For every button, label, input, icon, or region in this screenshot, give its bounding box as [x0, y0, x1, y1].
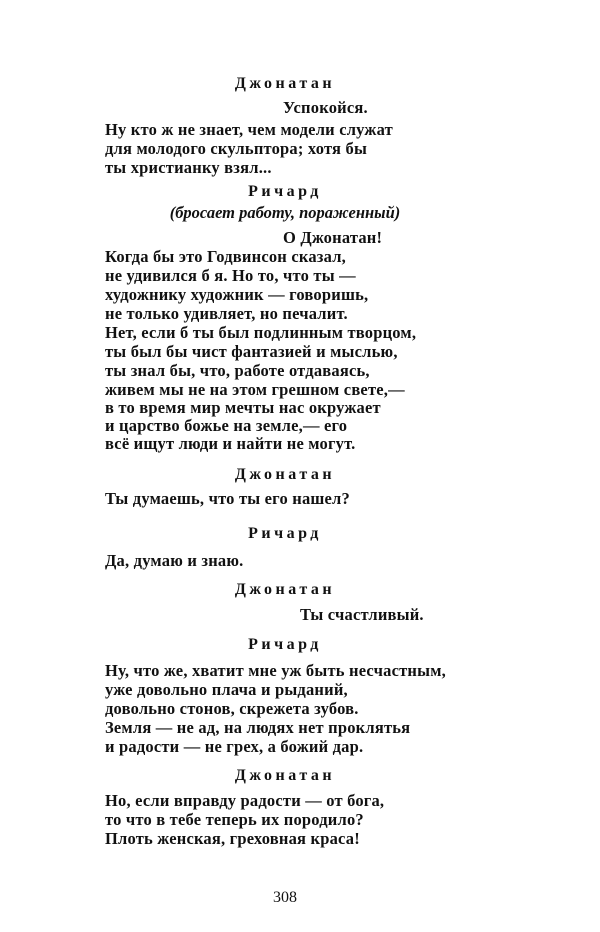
stage-direction: (бросает работу, пораженный)	[169, 203, 401, 222]
verse-line: живем мы не на этом грешном свете,—	[105, 380, 405, 399]
verse-line: не удивился б я. Но то, что ты —	[105, 266, 356, 285]
verse-line: Успокойся.	[283, 98, 368, 117]
speaker-name: Джонатан	[234, 466, 336, 483]
verse-line: и царство божье на земле,— его	[105, 416, 348, 435]
verse-line: довольно стонов, скрежета зубов.	[105, 699, 359, 718]
verse-line: Когда бы это Годвинсон сказал,	[105, 247, 346, 266]
verse-line: ты был бы чист фантазией и мыслью,	[105, 342, 398, 361]
verse-line: и радости — не грех, а божий дар.	[105, 737, 364, 756]
verse-line: ты христианку взял...	[105, 158, 272, 177]
verse-line: Нет, если б ты был подлинным творцом,	[105, 323, 417, 342]
verse-line: в то время мир мечты нас окружает	[105, 398, 381, 417]
verse-line: Но, если вправду радости — от бога,	[105, 791, 385, 810]
verse-line: Ты счастливый.	[300, 605, 424, 624]
page-number: 308	[273, 889, 297, 906]
speaker-name: Джонатан	[234, 581, 336, 598]
verse-line: Ты думаешь, что ты его нашел?	[105, 489, 350, 508]
verse-line: Ну кто ж не знает, чем модели служат	[105, 120, 393, 139]
verse-line: ты знал бы, что, работе отдаваясь,	[105, 361, 370, 380]
speaker-name: Джонатан	[234, 767, 336, 784]
speaker-name: Ричард	[248, 525, 322, 542]
verse-line: для молодого скульптора; хотя бы	[105, 139, 368, 158]
verse-line: художнику художник — говоришь,	[105, 285, 369, 304]
verse-line: Ну, что же, хватит мне уж быть несчастным,	[105, 661, 446, 680]
verse-line: то что в тебе теперь их породило?	[105, 810, 364, 829]
speaker-name: Джонатан	[234, 75, 336, 92]
verse-line: уже довольно плача и рыданий,	[105, 680, 348, 699]
verse-line: не только удивляет, но печалит.	[105, 304, 348, 323]
verse-line: Земля — не ад, на людях нет проклятья	[105, 718, 411, 737]
verse-line: всё ищут люди и найти не могут.	[105, 434, 356, 453]
verse-line: О Джонатан!	[283, 228, 383, 247]
verse-line: Плоть женская, греховная краса!	[105, 829, 360, 848]
speaker-name: Ричард	[248, 183, 322, 200]
verse-line: Да, думаю и знаю.	[105, 551, 244, 570]
speaker-name: Ричард	[248, 636, 322, 653]
